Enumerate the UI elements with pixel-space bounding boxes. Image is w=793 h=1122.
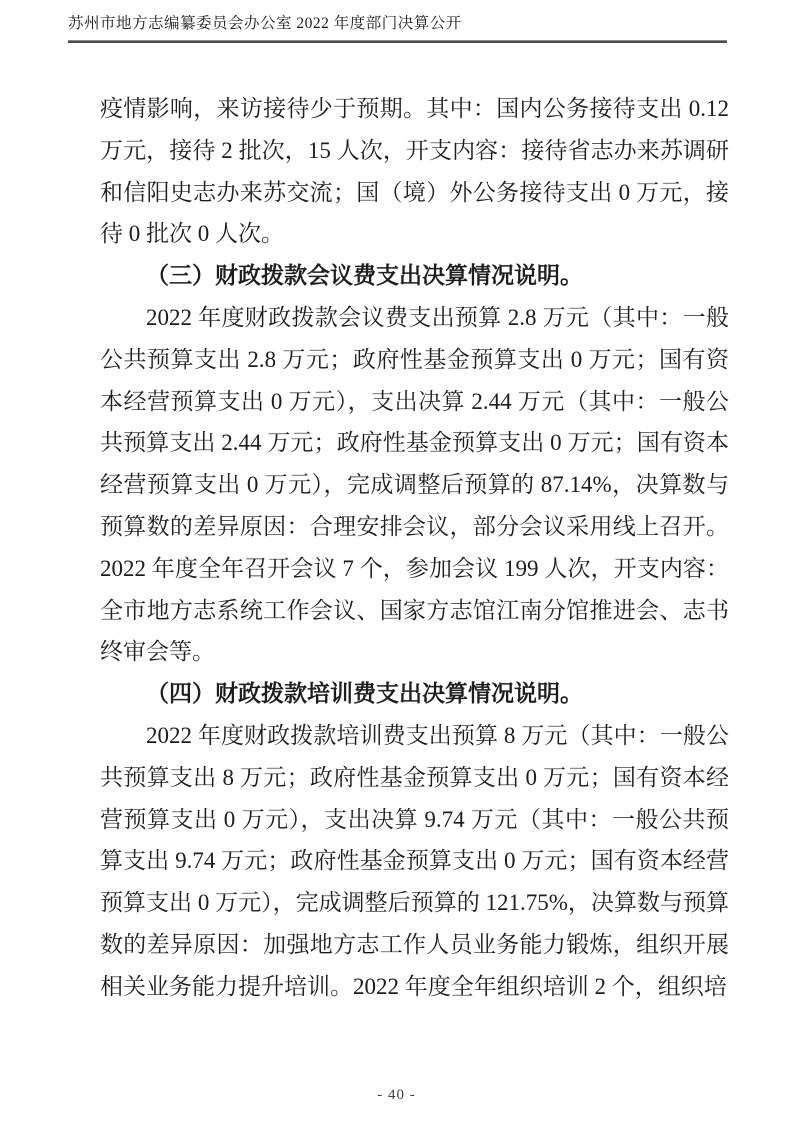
paragraph-reception-expense: 疫情影响，来访接待少于预期。其中：国内公务接待支出 0.12 万元，接待 2 批次，15 人次，开支内容：接待省志办来苏调研和信阳史志办来苏交流；国（境）外公务接待支出 0 万元，接待 0 批次 0 人次。 (100, 96, 729, 247)
heading-meeting-expense: （三）财政拨款会议费支出决算情况说明。 (146, 263, 583, 289)
page-footer (0, 1086, 793, 1104)
paragraph-meeting-expense: 2022 年度财政拨款会议费支出预算 2.8 万元（其中：一般公共预算支出 2.8 万元；政府性基金预算支出 0 万元；国有资本经营预算支出 0 万元），支出决算 2.44 万元（其中：一般公共预算支出 2.44 万元；政府性基金预算支出 0 万元；国有资本经营预算支出 0 万元），完成调整后预算的 87.14%，决算数与预算数的差异原因：合理安排会议，部分会议采用线上召开。2022 年度全年召开会议 7 个，参加会议 199 人次，开支内容：全市地方志系统工作会议、国家方志馆江南分馆推进会、志书终审会等。 (100, 304, 729, 665)
page-number: - 40 - (377, 1087, 416, 1103)
document-body (100, 88, 729, 1008)
header-title: 苏州市地方志编纂委员会办公室 2022 年度部门决算公开 (68, 15, 462, 32)
page-header (68, 13, 727, 43)
heading-training-expense: （四）财政拨款培训费支出决算情况说明。 (146, 681, 583, 707)
header-divider (68, 40, 727, 43)
paragraph-training-expense: 2022 年度财政拨款培训费支出预算 8 万元（其中：一般公共预算支出 8 万元；政府性基金预算支出 0 万元；国有资本经营预算支出 0 万元），支出决算 9.74 万元（其中：一般公共预算支出 9.74 万元；政府性基金预算支出 0 万元；国有资本经营预算支出 0 万元），完成调整后预算的 121.75%，决算数与预算数的差异原因：加强地方志工作人员业务能力锻炼，组织开展相关业务能力提升培训。2022 年度全年组织培训 2 个，组织培 (100, 722, 729, 999)
